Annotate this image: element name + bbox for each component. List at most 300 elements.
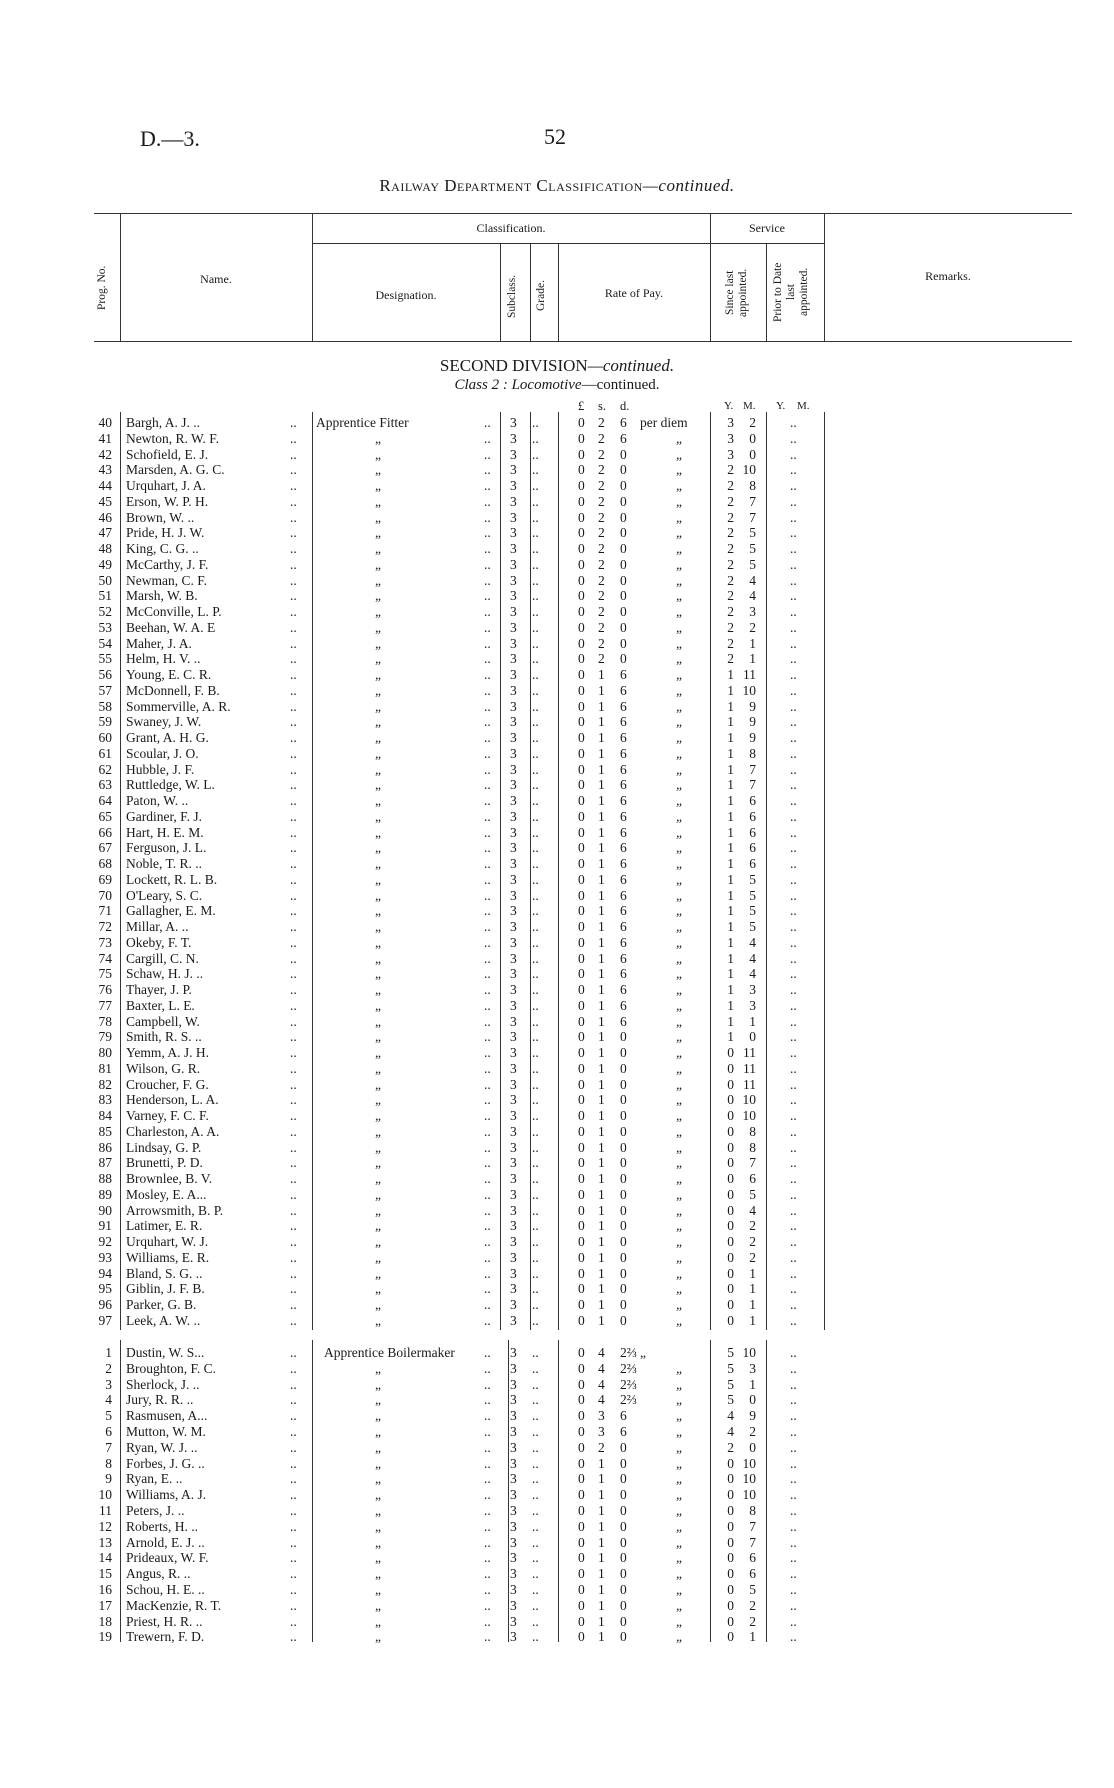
- pay-shillings: 1: [598, 1108, 605, 1123]
- employee-name: Swaney, J. W.: [126, 714, 202, 730]
- leader-dots: ..: [484, 1092, 491, 1108]
- leader-dots: ..: [290, 887, 297, 903]
- designation: „: [375, 1123, 381, 1139]
- leader-dots: ..: [484, 1534, 491, 1550]
- prior-service: ..: [790, 541, 797, 556]
- prog-number: 76: [98, 982, 112, 997]
- designation: „: [375, 966, 381, 982]
- pay-period: „: [676, 462, 682, 478]
- designation: „: [375, 525, 381, 541]
- pay-shillings: 3: [598, 1408, 605, 1424]
- leader-dots: ..: [532, 1345, 539, 1360]
- prog-number: 62: [98, 761, 112, 777]
- designation: „: [375, 430, 381, 446]
- leader-dots: ..: [532, 588, 539, 604]
- table-row: [0, 494, 1114, 510]
- service-months: 7: [749, 761, 756, 777]
- prog-number: 5: [105, 1408, 112, 1424]
- table-row: [0, 588, 1114, 604]
- pay-pence: 0: [620, 1202, 627, 1218]
- leader-dots: ..: [290, 430, 297, 446]
- subclass-value: 3: [510, 415, 517, 430]
- employee-name: Forbes, J. G. ..: [126, 1455, 205, 1471]
- prog-number: 69: [98, 871, 112, 887]
- pay-pence: 2⅔: [620, 1392, 637, 1408]
- prior-service: ..: [790, 651, 797, 667]
- pay-pounds: 0: [578, 856, 585, 871]
- subclass-value: 3: [510, 1471, 517, 1487]
- subclass-value: 3: [510, 1265, 517, 1281]
- table-row: [0, 1614, 1114, 1630]
- pay-pence: 6: [620, 950, 627, 966]
- service-years: 1: [727, 824, 734, 840]
- leader-dots: ..: [532, 1487, 539, 1503]
- leader-dots: ..: [532, 1139, 539, 1155]
- pay-pence: 0: [620, 572, 627, 588]
- pay-period: „: [676, 1582, 682, 1597]
- pay-shillings: 1: [598, 824, 605, 840]
- leader-dots: ..: [532, 493, 539, 509]
- pay-period: „: [676, 1218, 682, 1234]
- designation: „: [375, 1550, 381, 1566]
- service-years: 1: [727, 919, 734, 934]
- header-bottom-rule: [94, 341, 1072, 342]
- pay-shillings: 2: [598, 651, 605, 667]
- prog-number: 42: [98, 446, 112, 462]
- designation: „: [375, 1534, 381, 1550]
- leader-dots: ..: [290, 1265, 297, 1281]
- table-row: [0, 573, 1114, 589]
- prior-service: ..: [790, 1171, 797, 1186]
- service-months: 9: [749, 730, 756, 745]
- pay-period: „: [676, 604, 682, 619]
- table-row: [0, 1408, 1114, 1424]
- leader-dots: ..: [532, 793, 539, 808]
- table-row: [0, 510, 1114, 526]
- leader-dots: ..: [290, 1408, 297, 1424]
- col-rule: [500, 243, 501, 341]
- pay-shillings: 1: [598, 745, 605, 761]
- leader-dots: ..: [532, 1234, 539, 1249]
- leader-dots: ..: [484, 1408, 491, 1424]
- leader-dots: ..: [290, 1487, 297, 1503]
- pay-pence: 6: [620, 1013, 627, 1029]
- subclass-value: 3: [510, 777, 517, 793]
- leader-dots: ..: [290, 1597, 297, 1613]
- division-heading: [0, 356, 1114, 376]
- pay-pence: 6: [620, 667, 627, 682]
- service-years: 0: [727, 1550, 734, 1566]
- designation: „: [375, 808, 381, 824]
- leader-dots: ..: [532, 777, 539, 793]
- pay-pence: 6: [620, 856, 627, 871]
- service-years: 1: [727, 682, 734, 698]
- designation: „: [375, 1439, 381, 1455]
- leader-dots: ..: [484, 730, 491, 745]
- leader-dots: ..: [532, 1218, 539, 1234]
- pay-pounds: 0: [578, 1566, 585, 1582]
- employee-name: Marsden, A. G. C.: [126, 462, 225, 478]
- table-row: [0, 1503, 1114, 1519]
- leader-dots: ..: [290, 1249, 297, 1265]
- subclass-value: 3: [510, 1360, 517, 1376]
- leader-dots: ..: [290, 682, 297, 698]
- subclass-value: 3: [510, 1312, 517, 1328]
- leader-dots: ..: [532, 1108, 539, 1123]
- header-top-rule: [94, 213, 1072, 214]
- subclass-value: 3: [510, 1629, 517, 1645]
- service-months: 5: [749, 919, 756, 934]
- pay-period: „: [676, 1171, 682, 1186]
- prior-service: ..: [790, 997, 797, 1013]
- employee-name: Schaw, H. J. ..: [126, 966, 204, 982]
- shillings-unit: s.: [598, 399, 606, 413]
- pay-pounds: 0: [578, 1108, 585, 1123]
- employee-name: Brown, W. ..: [126, 509, 195, 525]
- employee-name: Erson, W. P. H.: [126, 493, 209, 509]
- pay-pence: 0: [620, 1123, 627, 1139]
- prog-number: 1: [105, 1345, 112, 1360]
- table-row: [0, 1424, 1114, 1440]
- pay-pence: 6: [620, 887, 627, 903]
- prior-service: ..: [790, 509, 797, 525]
- pay-pence: 6: [620, 745, 627, 761]
- class-label: Class 2 :: [454, 377, 512, 393]
- pay-shillings: 1: [598, 1534, 605, 1550]
- prior-service: ..: [790, 1439, 797, 1455]
- service-months: 2: [749, 1218, 756, 1234]
- pay-shillings: 1: [598, 1123, 605, 1139]
- leader-dots: ..: [484, 1392, 491, 1408]
- table-row: [0, 1045, 1114, 1061]
- table-row: [0, 1092, 1114, 1108]
- pay-period: „: [676, 997, 682, 1013]
- service-months: 4: [749, 934, 756, 950]
- pay-pounds: 0: [578, 1202, 585, 1218]
- months-unit: M.: [743, 400, 756, 412]
- employee-name: Hart, H. E. M.: [126, 824, 204, 840]
- pay-shillings: 1: [598, 934, 605, 950]
- subclass-value: 3: [510, 1597, 517, 1613]
- pay-period: „: [676, 1597, 682, 1613]
- leader-dots: ..: [532, 824, 539, 840]
- pay-shillings: 1: [598, 856, 605, 871]
- pay-shillings: 1: [598, 1265, 605, 1281]
- pay-period: „: [676, 619, 682, 635]
- prior-service: ..: [790, 1297, 797, 1312]
- leader-dots: ..: [532, 1297, 539, 1312]
- pay-period: „: [676, 982, 682, 997]
- pay-pence: 0: [620, 1060, 627, 1076]
- service-months: 9: [749, 698, 756, 714]
- prog-number: 73: [98, 934, 112, 950]
- leader-dots: ..: [484, 1471, 491, 1487]
- designation: „: [375, 1139, 381, 1155]
- leader-dots: ..: [290, 761, 297, 777]
- prog-number: 86: [98, 1139, 112, 1155]
- subclass-value: 3: [510, 950, 517, 966]
- prog-number: 43: [98, 462, 112, 478]
- pay-pence: 0: [620, 651, 627, 667]
- prior-service: ..: [790, 840, 797, 856]
- table-row: [0, 541, 1114, 557]
- subclass-value: 3: [510, 761, 517, 777]
- prog-number: 9: [105, 1471, 112, 1487]
- designation: „: [375, 1060, 381, 1076]
- employee-name: Leek, A. W. ..: [126, 1312, 201, 1328]
- prog-number: 56: [98, 667, 112, 682]
- leader-dots: ..: [484, 1487, 491, 1503]
- pay-shillings: 2: [598, 525, 605, 541]
- pay-period: „: [676, 1312, 682, 1328]
- service-years: 0: [727, 1613, 734, 1629]
- service-years: 0: [727, 1455, 734, 1471]
- leader-dots: ..: [290, 1281, 297, 1297]
- designation: „: [375, 1392, 381, 1408]
- leader-dots: ..: [290, 1345, 297, 1360]
- pay-period: „: [676, 871, 682, 887]
- service-months: 5: [749, 1186, 756, 1202]
- pay-shillings: 1: [598, 1471, 605, 1487]
- subclass-value: 3: [510, 604, 517, 619]
- table-row: [0, 856, 1114, 872]
- pay-shillings: 1: [598, 808, 605, 824]
- pay-period: „: [676, 1550, 682, 1566]
- employee-name: Croucher, F. G.: [126, 1076, 209, 1092]
- leader-dots: ..: [532, 950, 539, 966]
- prog-number: 61: [98, 745, 112, 761]
- pay-pounds: 0: [578, 1186, 585, 1202]
- pay-pounds: 0: [578, 1455, 585, 1471]
- table-row: [0, 1077, 1114, 1093]
- service-years: 5: [727, 1392, 734, 1408]
- designation: „: [375, 1029, 381, 1045]
- pay-pounds: 0: [578, 1029, 585, 1045]
- prog-number: 85: [98, 1123, 112, 1139]
- leader-dots: ..: [484, 541, 491, 556]
- pay-shillings: 1: [598, 761, 605, 777]
- service-years: 2: [727, 462, 734, 478]
- pay-shillings: 1: [598, 903, 605, 919]
- prog-number: 53: [98, 619, 112, 635]
- pay-pence: 0: [620, 1629, 627, 1645]
- leader-dots: ..: [290, 934, 297, 950]
- pay-shillings: 2: [598, 478, 605, 493]
- service-months: 2: [749, 1234, 756, 1249]
- pay-pounds: 0: [578, 1249, 585, 1265]
- leader-dots: ..: [484, 1597, 491, 1613]
- employee-name: Charleston, A. A.: [126, 1123, 220, 1139]
- col-rule: [530, 243, 531, 341]
- table-row: [0, 1155, 1114, 1171]
- table-row: [0, 872, 1114, 888]
- pay-period: „: [676, 1297, 682, 1312]
- employee-name: Grant, A. H. G.: [126, 730, 209, 745]
- leader-dots: ..: [484, 1439, 491, 1455]
- subclass-value: 3: [510, 1518, 517, 1534]
- pay-pounds: 0: [578, 1629, 585, 1645]
- pay-pounds: 0: [578, 430, 585, 446]
- designation: „: [375, 1424, 381, 1439]
- prior-service: ..: [790, 1597, 797, 1613]
- pay-pence: 6: [620, 682, 627, 698]
- pay-pence: 0: [620, 1597, 627, 1613]
- designation: „: [375, 541, 381, 556]
- designation: „: [375, 1471, 381, 1487]
- pay-pounds: 0: [578, 1518, 585, 1534]
- subclass-value: 3: [510, 651, 517, 667]
- employee-name: Young, E. C. R.: [126, 667, 212, 682]
- table-row: [0, 557, 1114, 573]
- pay-shillings: 2: [598, 1439, 605, 1455]
- employee-name: Maher, J. A.: [126, 635, 192, 651]
- pay-pounds: 0: [578, 777, 585, 793]
- leader-dots: ..: [484, 698, 491, 714]
- leader-dots: ..: [484, 887, 491, 903]
- employee-name: Williams, A. J.: [126, 1487, 207, 1503]
- leader-dots: ..: [290, 808, 297, 824]
- pay-pounds: 0: [578, 1408, 585, 1424]
- leader-dots: ..: [290, 1202, 297, 1218]
- leader-dots: ..: [532, 903, 539, 919]
- table-row: [0, 1140, 1114, 1156]
- subclass-value: 3: [510, 1155, 517, 1171]
- pay-period: „: [676, 1013, 682, 1029]
- service-years: 2: [727, 478, 734, 493]
- prog-number: 88: [98, 1171, 112, 1186]
- pay-pounds: 0: [578, 714, 585, 730]
- table-row: [0, 699, 1114, 715]
- prog-number: 50: [98, 572, 112, 588]
- service-months: 1: [749, 651, 756, 667]
- service-years: 1: [727, 950, 734, 966]
- pay-pounds: 0: [578, 871, 585, 887]
- service-months: 3: [749, 997, 756, 1013]
- service-months: 10: [742, 1487, 756, 1503]
- pay-period: „: [676, 1613, 682, 1629]
- pay-pence: 0: [620, 493, 627, 509]
- table-row: [0, 1535, 1114, 1551]
- pay-pence: 6: [620, 730, 627, 745]
- service-months: 1: [749, 1297, 756, 1312]
- prog-number: 14: [98, 1550, 112, 1566]
- employee-name: Gardiner, F. J.: [126, 808, 202, 824]
- pay-pounds: 0: [578, 919, 585, 934]
- table-row: [0, 1124, 1114, 1140]
- pay-period: „: [676, 1139, 682, 1155]
- pay-pence: 2⅔: [620, 1376, 637, 1392]
- leader-dots: ..: [484, 1376, 491, 1392]
- subclass-value: 3: [510, 462, 517, 478]
- leader-dots: ..: [532, 745, 539, 761]
- prog-number: 52: [98, 604, 112, 619]
- designation: „: [375, 840, 381, 856]
- pay-pence: 6: [620, 982, 627, 997]
- pay-pence: 0: [620, 1582, 627, 1597]
- designation: „: [375, 651, 381, 667]
- col-rule: [766, 243, 767, 341]
- pay-shillings: 4: [598, 1376, 605, 1392]
- pay-pence: 6: [620, 997, 627, 1013]
- subclass-value: 3: [510, 1202, 517, 1218]
- pay-shillings: 1: [598, 698, 605, 714]
- pay-pounds: 0: [578, 982, 585, 997]
- designation: „: [375, 682, 381, 698]
- pay-pounds: 0: [578, 541, 585, 556]
- pay-period: „: [676, 1471, 682, 1487]
- employee-name: Giblin, J. F. B.: [126, 1281, 205, 1297]
- subclass-value: 3: [510, 824, 517, 840]
- employee-name: Parker, G. B.: [126, 1297, 197, 1312]
- prior-service: ..: [790, 714, 797, 730]
- designation: „: [375, 1013, 381, 1029]
- leader-dots: ..: [290, 1013, 297, 1029]
- pay-period: „: [676, 1123, 682, 1139]
- employee-name: Trewern, F. D.: [126, 1629, 205, 1645]
- pay-period: „: [676, 824, 682, 840]
- prog-number: 10: [98, 1487, 112, 1503]
- service-months: 8: [749, 1139, 756, 1155]
- table-row: [0, 1297, 1114, 1313]
- pay-shillings: 1: [598, 1045, 605, 1060]
- leader-dots: ..: [532, 1186, 539, 1202]
- service-months: 9: [749, 714, 756, 730]
- pay-pence: 6: [620, 903, 627, 919]
- service-months: 1: [749, 635, 756, 651]
- service-months: 8: [749, 1123, 756, 1139]
- pay-pence: 0: [620, 1155, 627, 1171]
- pay-period: „: [676, 430, 682, 446]
- pay-period: „: [676, 1566, 682, 1582]
- leader-dots: ..: [290, 824, 297, 840]
- service-months: 6: [749, 1171, 756, 1186]
- service-years: 0: [727, 1045, 734, 1060]
- leader-dots: ..: [484, 1566, 491, 1582]
- designation: „: [375, 1629, 381, 1645]
- pay-period: „: [640, 1345, 646, 1360]
- pay-period: „: [676, 1534, 682, 1550]
- pay-pounds: 0: [578, 1503, 585, 1518]
- leader-dots: ..: [532, 887, 539, 903]
- leader-dots: ..: [290, 1439, 297, 1455]
- pay-shillings: 2: [598, 430, 605, 446]
- pay-shillings: 1: [598, 682, 605, 698]
- pay-period: „: [676, 1408, 682, 1424]
- subclass-value: 3: [510, 1123, 517, 1139]
- pay-period: „: [676, 588, 682, 604]
- prior-service: ..: [790, 1281, 797, 1297]
- grade-header: Grade.: [535, 280, 547, 312]
- pay-period: „: [676, 808, 682, 824]
- prior-service: ..: [790, 871, 797, 887]
- pay-shillings: 2: [598, 509, 605, 525]
- designation: „: [375, 1076, 381, 1092]
- prior-service: ..: [790, 1139, 797, 1155]
- leader-dots: ..: [290, 556, 297, 572]
- service-months: 1: [749, 1312, 756, 1328]
- pay-shillings: 2: [598, 446, 605, 462]
- employee-name: Ruttledge, W. L.: [126, 777, 215, 793]
- service-years: 0: [727, 1139, 734, 1155]
- service-years: 1: [727, 997, 734, 1013]
- table-row: [0, 1234, 1114, 1250]
- employee-name: Marsh, W. B.: [126, 588, 198, 604]
- pay-pounds: 0: [578, 1487, 585, 1503]
- prog-number: 87: [98, 1155, 112, 1171]
- subclass-value: 3: [510, 714, 517, 730]
- table-row: [0, 1014, 1114, 1030]
- service-months: 10: [742, 462, 756, 478]
